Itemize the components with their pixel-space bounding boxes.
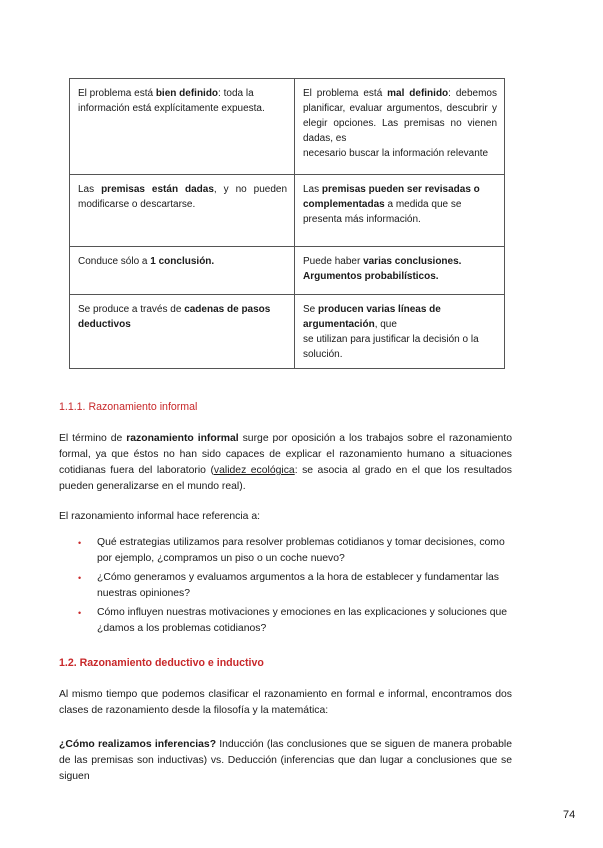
table-row bbox=[70, 175, 505, 247]
table-cell-right bbox=[295, 79, 505, 175]
cell-text: : debemos planificar, evaluar argumentos, descubrir y elegir opciones. Las premisas no vienen dadas, es bbox=[303, 88, 497, 144]
cell-text: El problema está bbox=[78, 88, 156, 99]
cell-text: Puede haber bbox=[303, 256, 364, 267]
cell-bold-text: complementadas bbox=[303, 199, 385, 210]
cell-text: Las bbox=[78, 184, 102, 195]
page-number: 74 bbox=[563, 809, 576, 821]
bullet-icon: • bbox=[78, 573, 82, 583]
cell-bold-text: premisas pueden ser revisadas o bbox=[321, 184, 480, 195]
list-item bbox=[59, 570, 519, 602]
section-heading-informal: 1.1.1. Razonamiento informal bbox=[59, 401, 198, 413]
cell-bold-text: 1 conclusión. bbox=[150, 256, 215, 267]
table-cell-left bbox=[70, 247, 295, 295]
cell-text: Las bbox=[303, 184, 322, 195]
cell-text: necesario buscar la información relevante bbox=[303, 148, 489, 159]
cell-text: , que bbox=[374, 319, 397, 330]
table-cell-left bbox=[70, 175, 295, 247]
list-item bbox=[59, 535, 519, 567]
cell-text: se utilizan para justificar la decisión o la solución. bbox=[303, 334, 479, 360]
cell-bold-text: varias conclusiones. bbox=[363, 256, 462, 267]
bullet-icon: • bbox=[78, 608, 82, 618]
paragraph-bold-text: ¿Cómo realizamos inferencias? bbox=[59, 739, 217, 750]
cell-text: a medida que se presenta más información. bbox=[303, 199, 462, 225]
list-item bbox=[59, 605, 519, 637]
paragraph-classes: Al mismo tiempo que podemos clasificar el razonamiento en formal e informal, encontramos dos clases de razonamiento desde la filosofía y la matemática: bbox=[59, 689, 512, 716]
paragraph-text: : se asocia al grado en el que los resultados pueden generalizarse en el mundo real). bbox=[59, 465, 512, 492]
cell-text: Conduce sólo a bbox=[78, 256, 151, 267]
bullet-icon: • bbox=[78, 538, 82, 548]
paragraph-inferences bbox=[59, 737, 512, 785]
paragraph-text: El término de bbox=[59, 433, 127, 444]
paragraph-text: Inducción (las conclusiones que se siguen de manera probable de las premisas son inductivas) vs. Deducción (inferencias que dan lugar a conclusiones que se siguen bbox=[59, 739, 512, 782]
table-cell-left bbox=[70, 79, 295, 175]
table-row bbox=[70, 79, 505, 175]
cell-bold-text: producen varias líneas de argumentación bbox=[303, 304, 441, 330]
table-cell-right bbox=[295, 247, 505, 295]
table-row bbox=[70, 295, 505, 369]
list-item-text: ¿Cómo generamos y evaluamos argumentos a la hora de establecer y fundamentar las nuestras opiniones? bbox=[97, 572, 499, 599]
table-cell-left bbox=[70, 295, 295, 369]
list-item-text: Qué estrategias utilizamos para resolver problemas cotidianos y tomar decisiones, como por ejemplo, ¿compramos un piso o un coche nuevo? bbox=[97, 537, 505, 564]
cell-bold-text: Argumentos probabilísticos. bbox=[303, 271, 439, 282]
cell-bold-text: bien definido bbox=[155, 88, 219, 99]
cell-text: El problema está bbox=[303, 88, 388, 99]
paragraph-bold-text: razonamiento informal bbox=[126, 433, 239, 444]
list-item-text: Cómo influyen nuestras motivaciones y emociones en las explicaciones y soluciones que ¿damos a los problemas cotidianos? bbox=[97, 607, 508, 634]
cell-text: , y no pueden modificarse o descartarse. bbox=[78, 184, 288, 210]
section-heading-deductive-inductive: 1.2. Razonamiento deductivo e inductivo bbox=[59, 657, 264, 669]
cell-text: : toda la información está explícitamente expuesta. bbox=[78, 88, 265, 114]
paragraph-underlined-text: validez ecológica bbox=[213, 465, 295, 476]
comparison-table bbox=[69, 78, 505, 369]
bullet-list bbox=[59, 535, 519, 640]
table-cell-right bbox=[295, 295, 505, 369]
cell-bold-text: deductivos bbox=[78, 319, 131, 330]
cell-bold-text: mal definido bbox=[387, 88, 449, 99]
cell-text: Se produce a través de bbox=[78, 304, 185, 315]
paragraph-refers-to: El razonamiento informal hace referencia a: bbox=[59, 511, 260, 522]
cell-bold-text: cadenas de pasos bbox=[184, 304, 271, 315]
cell-text: Se bbox=[303, 304, 319, 315]
paragraph-text: surge por oposición a los trabajos sobre el razonamiento formal, ya que éstos no han sido capaces de explicar el razonamiento humano a situaciones cotidianas fuera del laboratorio ( bbox=[59, 433, 512, 476]
table-cell-right bbox=[295, 175, 505, 247]
cell-line bbox=[303, 197, 497, 227]
cell-bold-text: premisas están dadas bbox=[101, 184, 214, 195]
paragraph-informal-definition bbox=[59, 431, 512, 495]
table-row bbox=[70, 247, 505, 295]
